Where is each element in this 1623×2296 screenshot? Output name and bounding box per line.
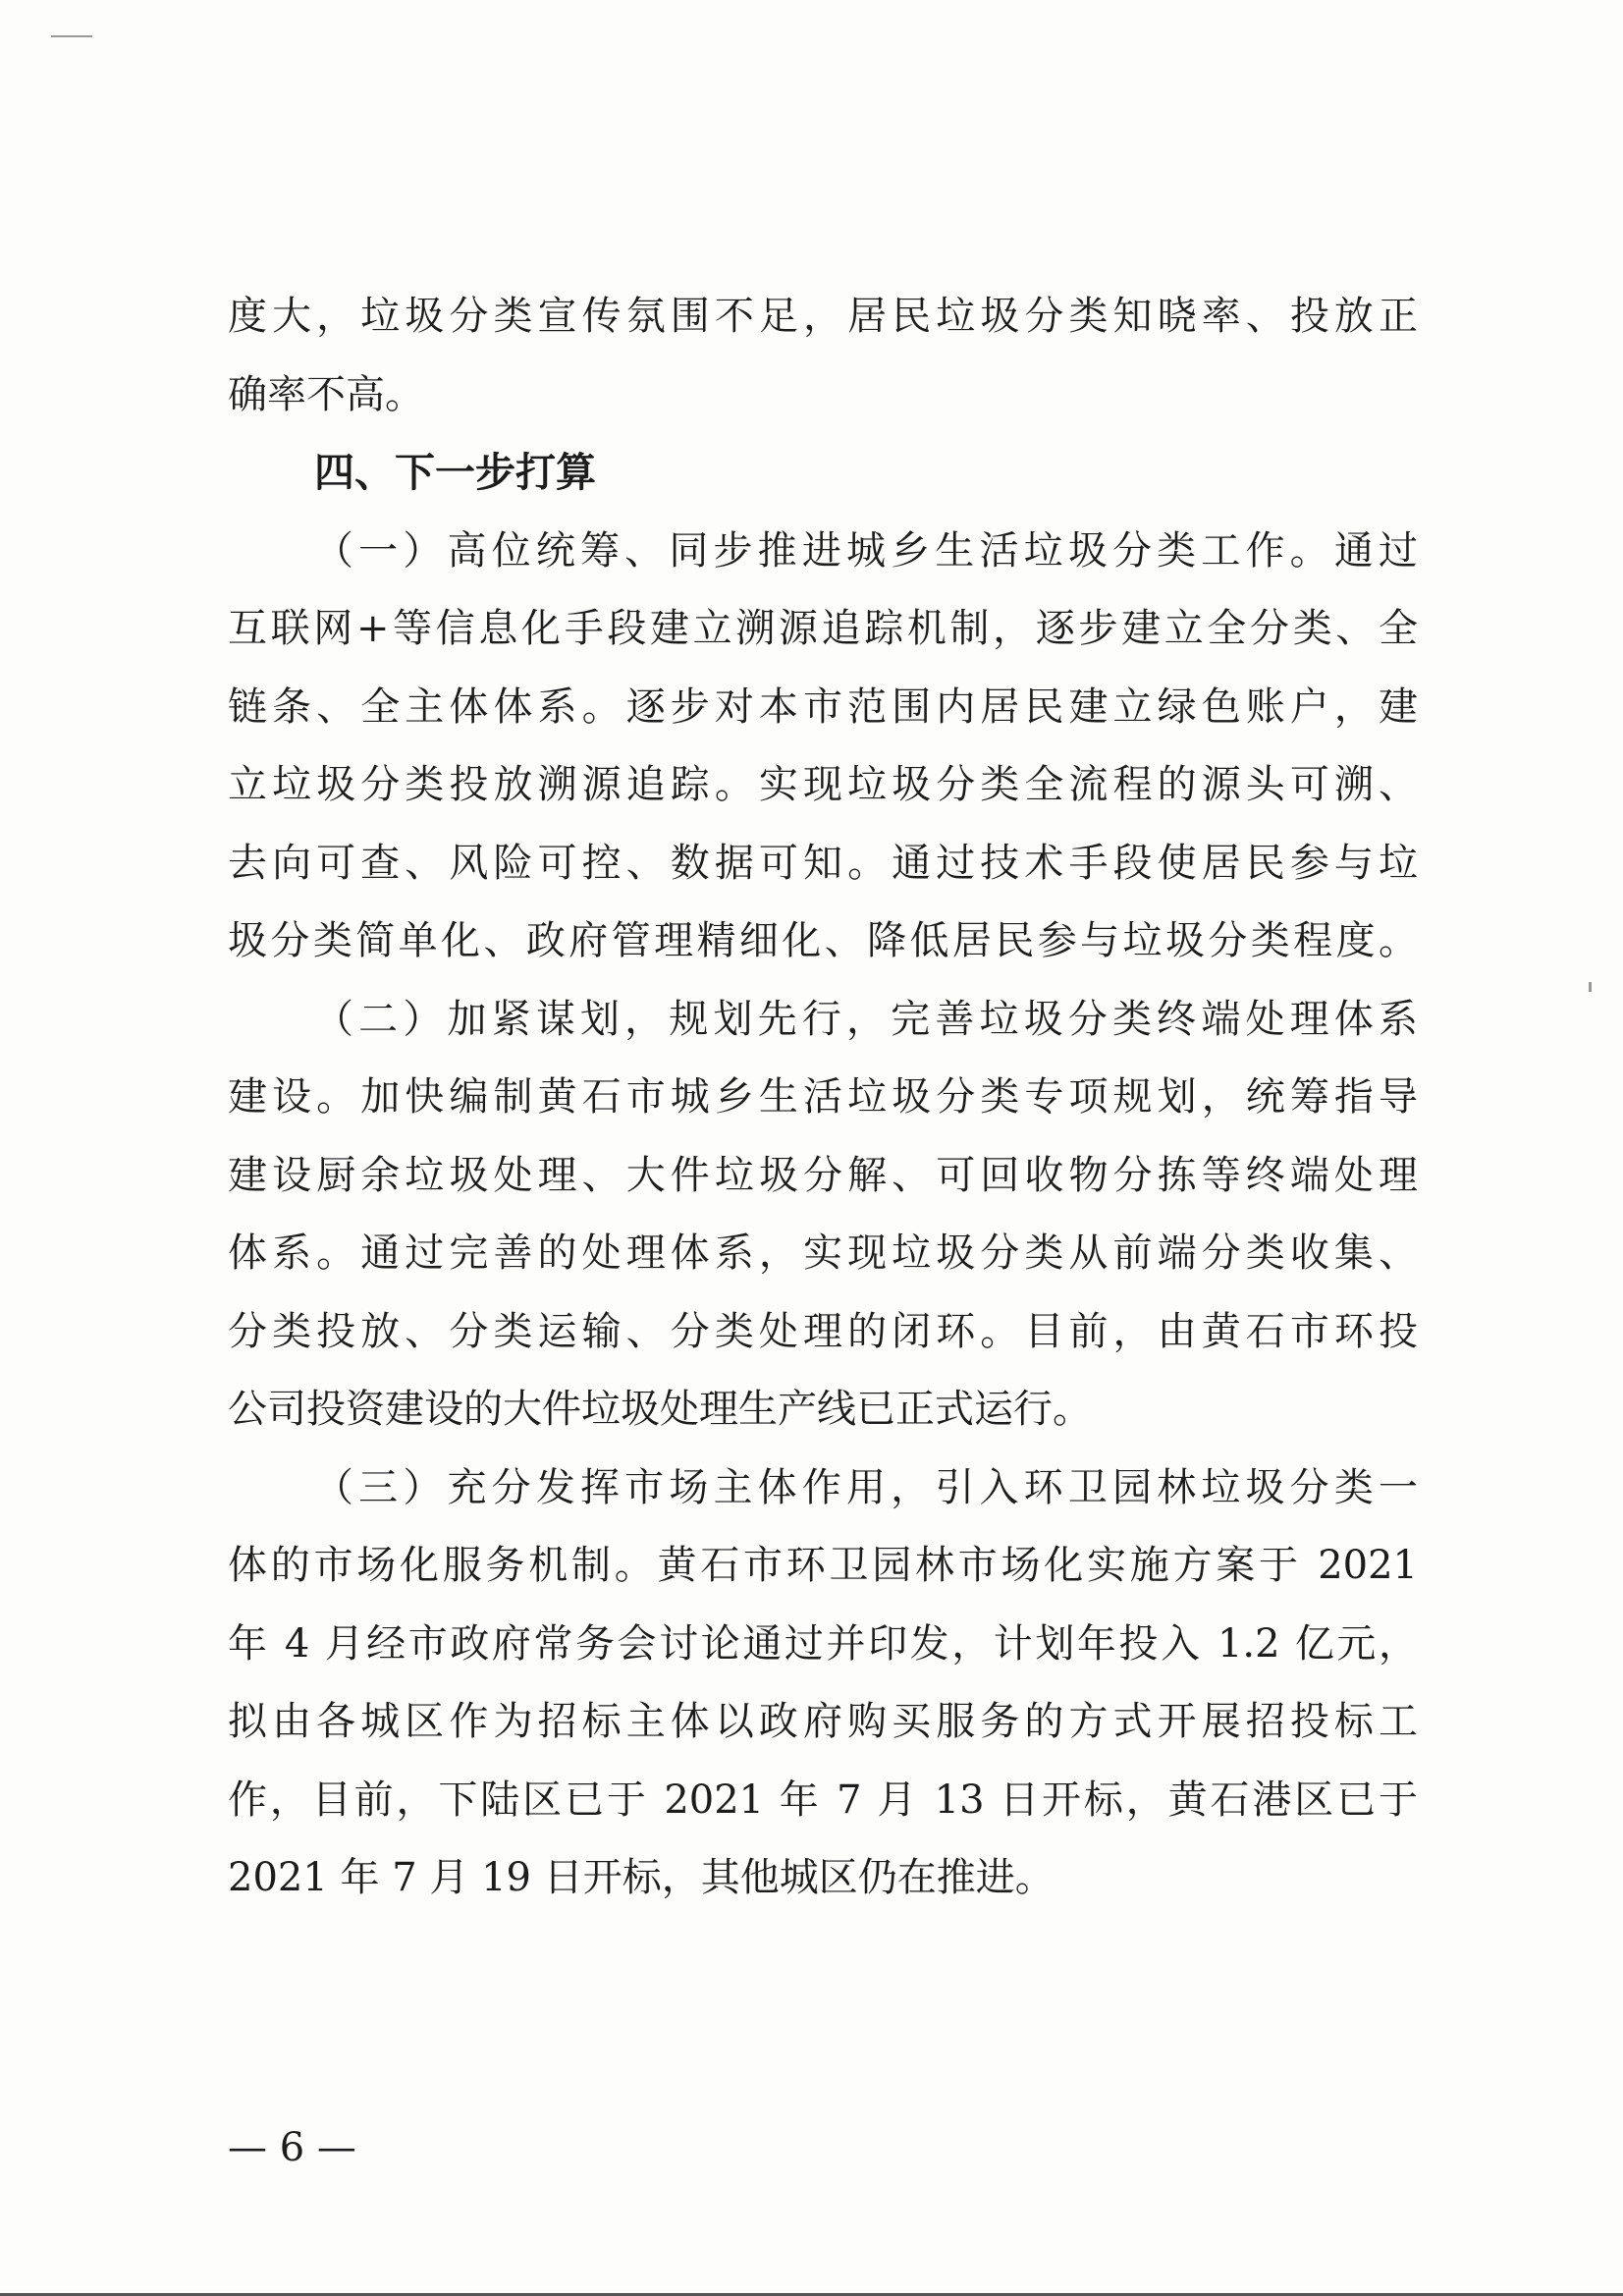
scan-speck [51,35,92,37]
page-number: — 6 — [228,2125,356,2170]
text-line: 去向可查、风险可控、数据可知。通过技术手段使居民参与垃 [228,840,1418,886]
text-line: 立垃圾分类投放溯源追踪。实现垃圾分类全流程的源头可溯、 [228,762,1418,807]
text-line: 圾分类简单化、政府管理精细化、降低居民参与垃圾分类程度。 [228,918,1418,963]
text-line: （二）加紧谋划，规划先行，完善垃圾分类终端处理体系 [314,996,1418,1042]
text-line: 体系。通过完善的处理体系，实现垃圾分类从前端分类收集、 [228,1230,1418,1276]
text-line: 拟由各城区作为招标主体以政府购买服务的方式开展招投标工 [228,1699,1418,1744]
text-line: 确率不高。 [228,371,424,417]
text-line: 建设。加快编制黄石市城乡生活垃圾分类专项规划，统筹指导 [228,1074,1418,1120]
text-line: 互联网+等信息化手段建立溯源追踪机制，逐步建立全分类、全 [228,606,1418,651]
text-line: 年 4 月经市政府常务会讨论通过并印发，计划年投入 1.2 亿元， [228,1620,1418,1667]
scan-speck [1589,982,1592,992]
document-body [228,278,1418,1918]
text-line: 公司投资建设的大件垃圾处理生产线已正式运行。 [228,1387,1092,1432]
text-line: 作，目前，下陆区已于 2021 年 7 月 13 日开标，黄石港区已于 [228,1777,1418,1823]
text-line: 分类投放、分类运输、分类处理的闭环。目前，由黄石市环投 [228,1308,1418,1354]
text-line: 2021 年 7 月 19 日开标，其他城区仍在推进。 [228,1855,1055,1900]
text-line: （三）充分发挥市场主体作用，引入环卫园林垃圾分类一 [314,1464,1418,1510]
section-heading: 四、下一步打算 [314,449,596,496]
text-line: （一）高位统筹、同步推进城乡生活垃圾分类工作。通过 [314,527,1418,574]
text-line: 建设厨余垃圾处理、大件垃圾分解、可回收物分拣等终端处理 [228,1152,1418,1198]
text-line: 链条、全主体体系。逐步对本市范围内居民建立绿色账户，建 [228,683,1418,730]
text-line: 度大，垃圾分类宣传氛围不足，居民垃圾分类知晓率、投放正 [228,294,1418,339]
text-line: 体的市场化服务机制。黄石市环卫园林市场化实施方案于 2021 [228,1543,1418,1588]
